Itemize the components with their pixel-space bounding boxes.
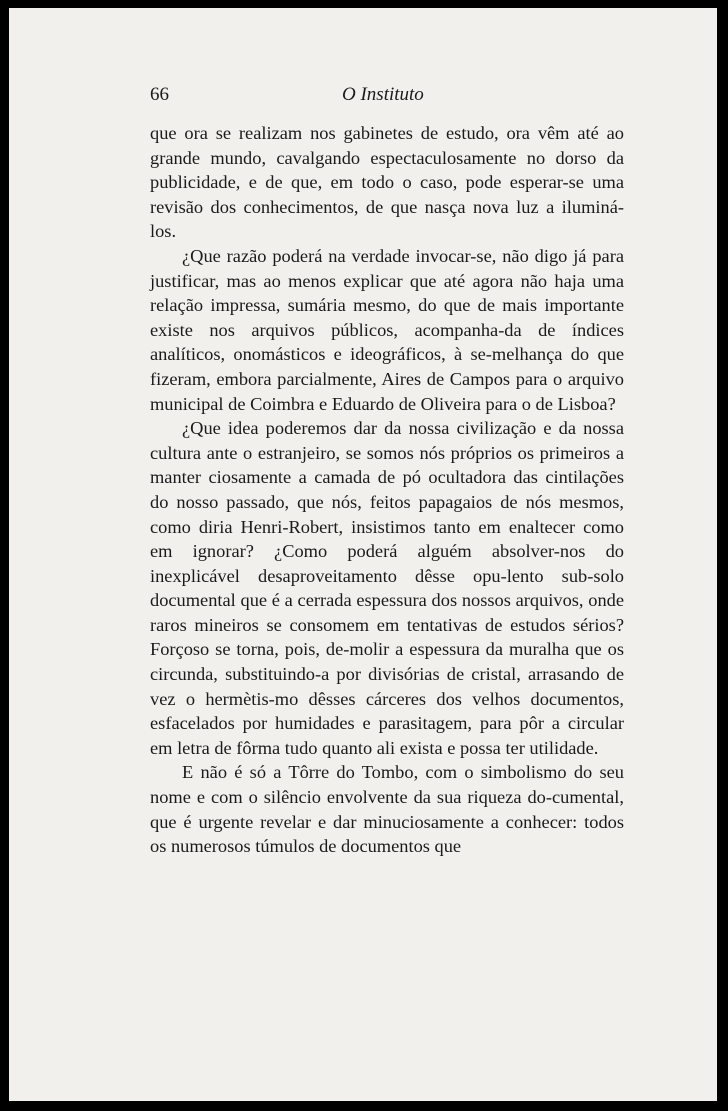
paragraph-4: E não é só a Tôrre do Tombo, com o simbolismo do seu nome e com o silêncio envolvente da sua riqueza do-cumental, que é urgente revelar e dar minuciosamente a conhecer: todos os numerosos túmulos de documentos que — [150, 762, 624, 857]
page-header — [150, 84, 620, 108]
paragraph-1: que ora se realizam nos gabinetes de estudo, ora vêm até ao grande mundo, cavalgando espectaculosamente no dorso da publicidade, e de que, em todo o caso, pode esperar-se uma revisão dos conhecimentos, de que nasça nova luz a iluminá-los. — [150, 123, 624, 242]
paragraph-2: ¿Que razão poderá na verdade invocar-se, não digo já para justificar, mas ao menos explicar que até agora não haja uma relação impressa, sumária mesmo, do que de mais importante existe nos arquivos públicos, acompanha-da de índices analíticos, onomásticos e ideográficos, à se-melhança do que fizeram, embora parcialmente, Aires de Campos para o arquivo municipal de Coimbra e Eduardo de Oliveira para o de Lisboa? — [150, 245, 624, 414]
body-text — [150, 121, 624, 859]
page-number: 66 — [150, 84, 169, 105]
book-page — [9, 8, 717, 1101]
paragraph-3: ¿Que idea poderemos dar da nossa civilização e da nossa cultura ante o estranjeiro, se somos nós próprios os primeiros a manter ciosamente a camada de pó ocultadora das cintilações do nosso passado, que nós, feitos papagaios de nós mesmos, como diria Henri-Robert, insistimos tanto em enaltecer como em ignorar? ¿Como poderá alguém absolver-nos do inexplicável desaproveitamento dêsse opu-lento sub-solo documental que é a cerrada espessura dos nossos arquivos, onde raros mineiros se consomem em tentativas de estudos sérios? Forçoso se torna, pois, de-molir a espessura da muralha que os circunda, substituindo-a por divisórias de cristal, arrasando de vez o hermètis-mo dêsses cárceres dos velhos documentos, esfacelados por humidades e parasitagem, para pôr a circular em letra de fôrma tudo quanto ali exista e possa ter utilidade. — [150, 418, 624, 758]
running-title: O Instituto — [342, 84, 424, 105]
